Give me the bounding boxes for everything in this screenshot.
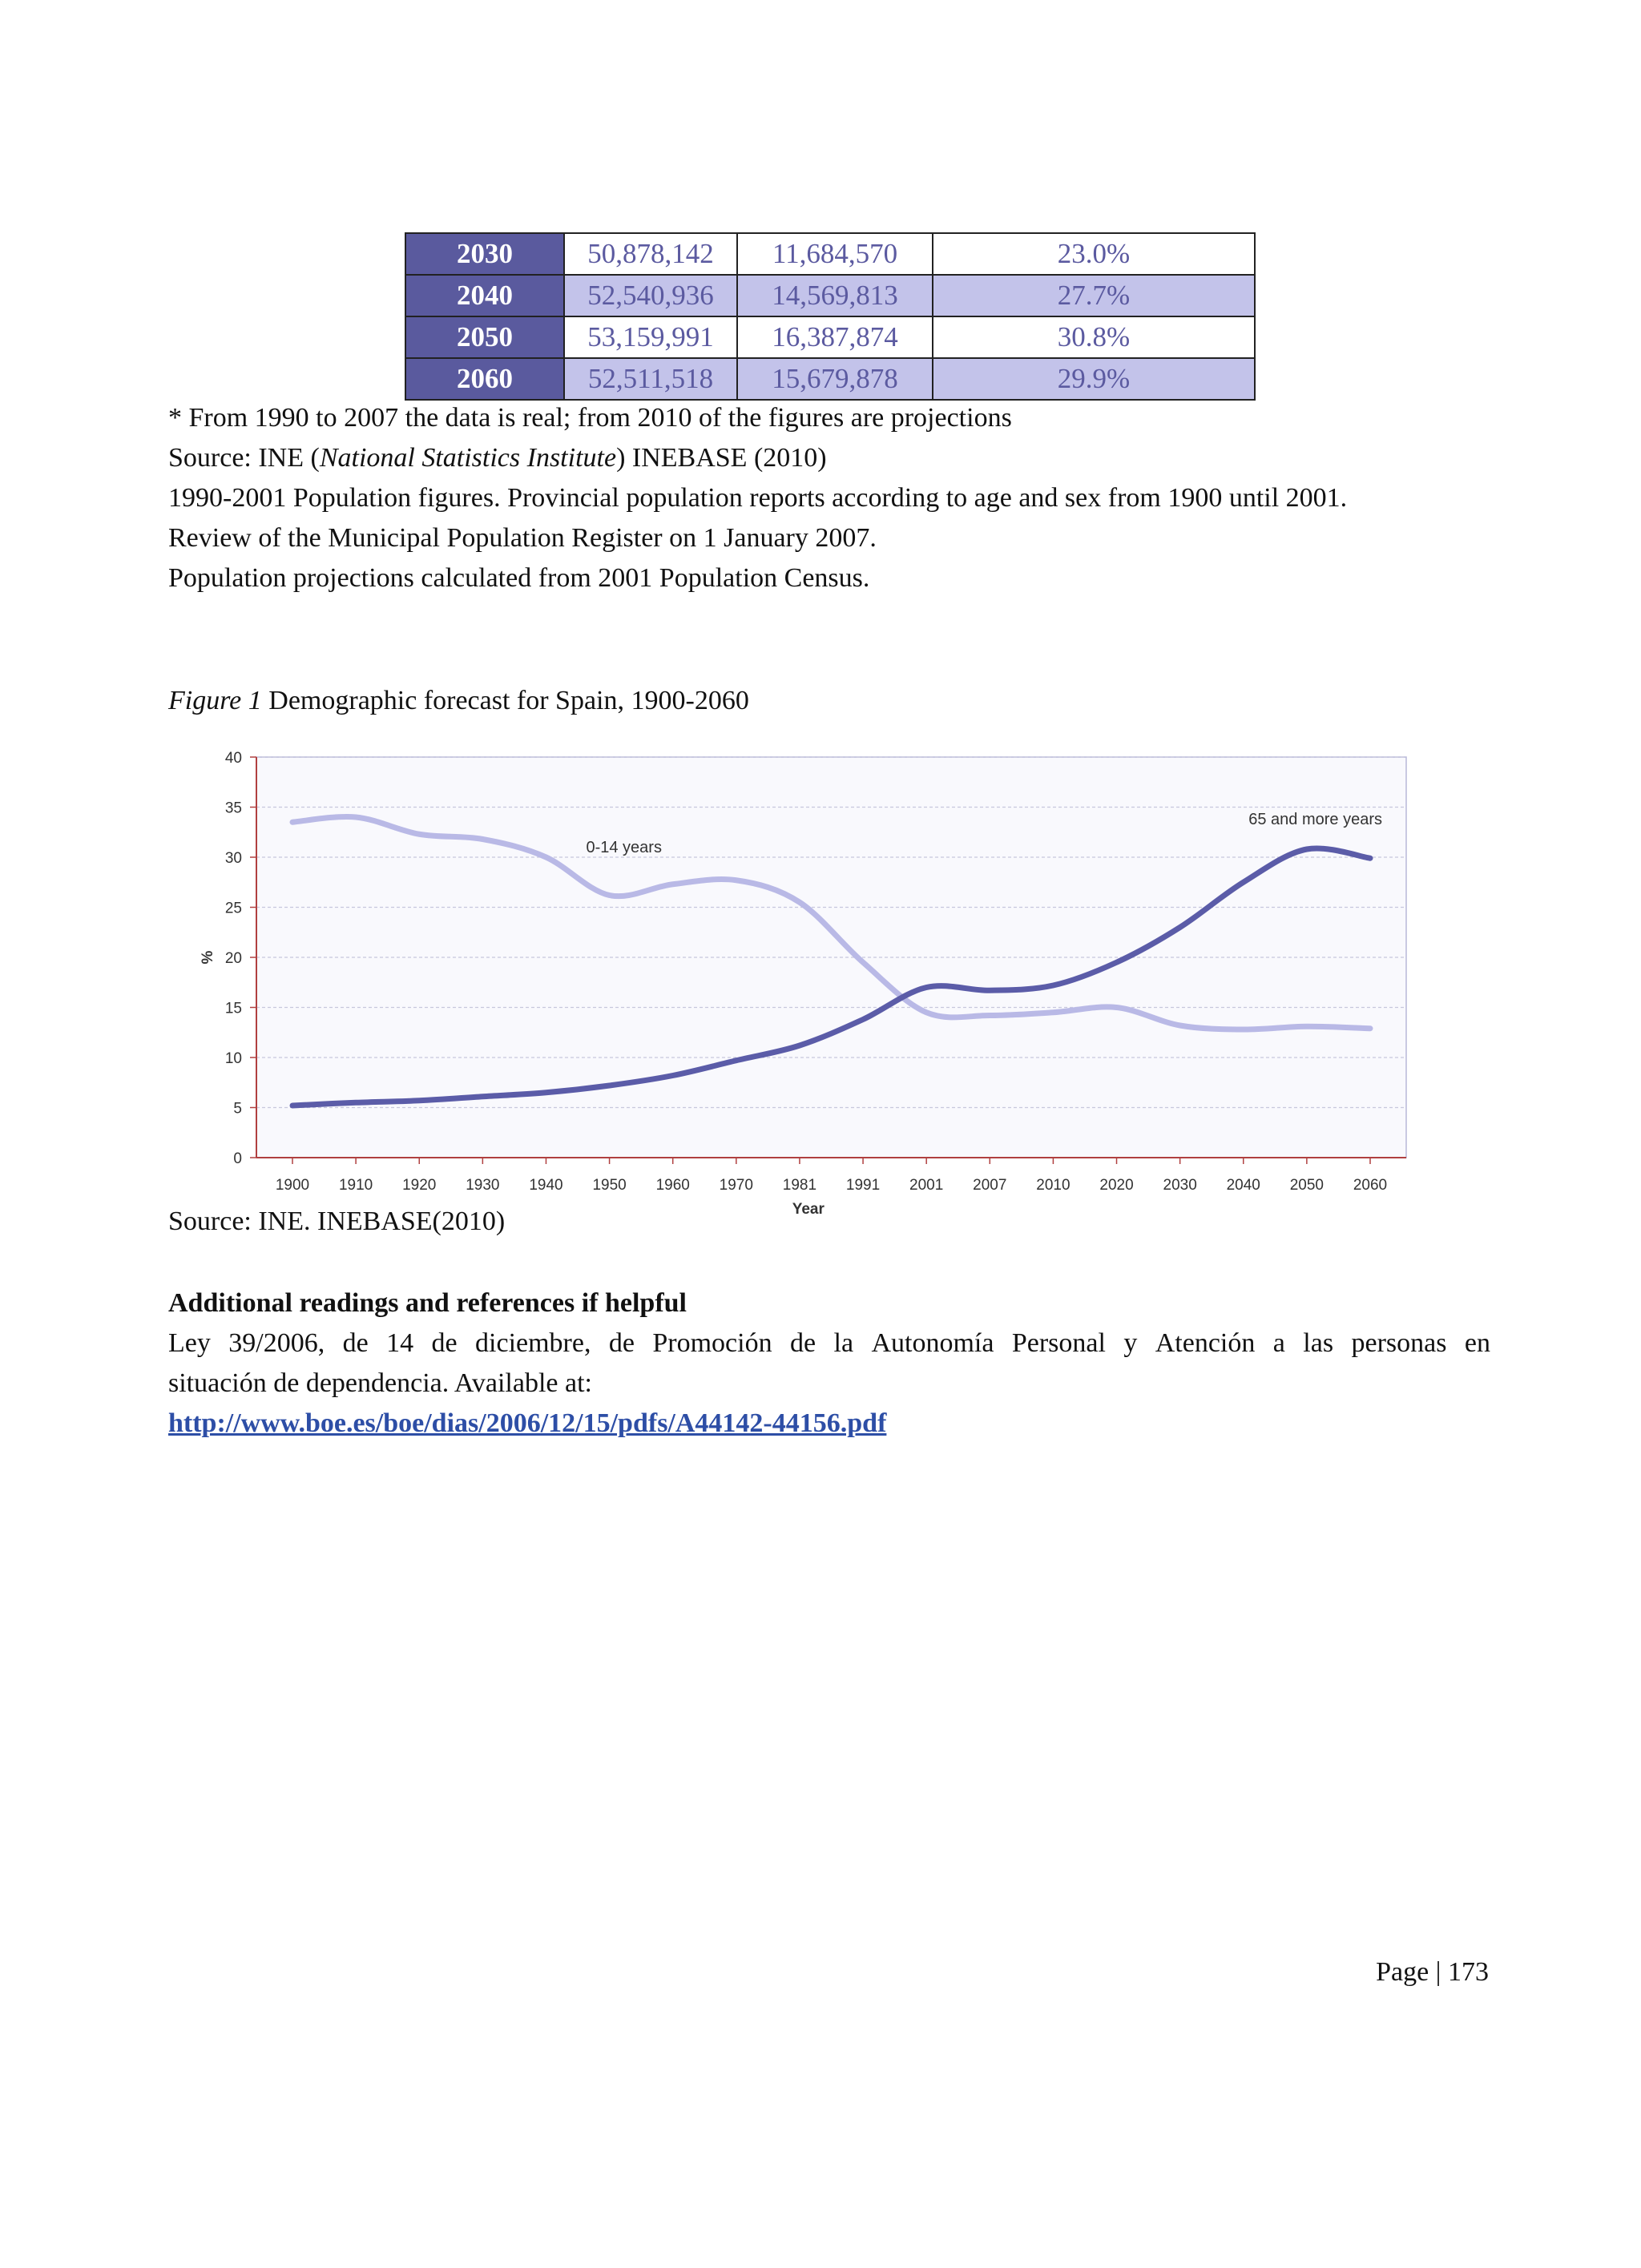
reference-word: 14 [386, 1328, 414, 1358]
reference-word: de [608, 1328, 635, 1358]
reference-word: 39/2006, [228, 1328, 325, 1358]
table-row [405, 316, 1255, 358]
table-row [405, 358, 1255, 400]
source-note [168, 442, 827, 474]
y-axis-title: % [200, 950, 216, 965]
reference-word: de [342, 1328, 369, 1358]
y-tick-label: 20 [224, 950, 242, 967]
x-tick-label: 1910 [338, 1177, 373, 1194]
year-cell: 2060 [405, 358, 564, 400]
reference-word: las [1303, 1328, 1334, 1358]
readings-heading: Additional readings and references if helpful [168, 1288, 687, 1318]
reference-word: en [1464, 1328, 1490, 1358]
percentage-cell: 29.9% [933, 358, 1255, 400]
reference-word: Personal [1011, 1328, 1106, 1358]
population-figures-note: 1990-2001 Population figures. Provincial population reports according to age and sex from 1900 until 2001. [168, 483, 1348, 513]
x-tick-label: 2020 [1099, 1177, 1134, 1194]
reference-word: Autonomía [871, 1328, 994, 1358]
y-tick-label: 25 [224, 900, 242, 917]
reference-word: personas [1351, 1328, 1447, 1358]
population-table [405, 232, 1256, 401]
x-tick-label: 1930 [466, 1177, 500, 1194]
percentage-cell: 23.0% [933, 233, 1255, 275]
table-row [405, 275, 1255, 316]
series-label-65-and-more-years: 65 and more years [1248, 810, 1382, 828]
x-tick-label: 1970 [719, 1177, 753, 1194]
y-tick-label: 10 [224, 1050, 242, 1067]
reference-word: a [1272, 1328, 1285, 1358]
source-institute: National Statistics Institute [319, 443, 617, 473]
percentage-cell: 27.7% [933, 275, 1255, 316]
total-population-cell: 52,511,518 [564, 358, 737, 400]
register-note: Review of the Municipal Population Register on 1 January 2007. [168, 523, 877, 553]
x-tick-label: 1940 [529, 1177, 563, 1194]
x-tick-label: 2050 [1289, 1177, 1324, 1194]
chart-svg [188, 745, 1422, 1242]
page-number: Page | 173 [1376, 1957, 1489, 1987]
series-label-0-14-years: 0-14 years [586, 839, 662, 856]
y-tick-label: 40 [224, 750, 242, 767]
over65-population-cell: 11,684,570 [737, 233, 933, 275]
projection-note: * From 1990 to 2007 the data is real; from 2010 of the figures are projections [168, 403, 1012, 433]
total-population-cell: 52,540,936 [564, 275, 737, 316]
y-tick-label: 30 [224, 850, 242, 867]
figure-source: Source: INE. INEBASE(2010) [168, 1207, 506, 1236]
total-population-cell: 50,878,142 [564, 233, 737, 275]
reference-word: y [1123, 1328, 1138, 1358]
reference-word: diciembre, [475, 1328, 591, 1358]
reference-word: de [790, 1328, 816, 1358]
x-tick-label: 2060 [1353, 1177, 1388, 1194]
x-tick-label: 2030 [1163, 1177, 1197, 1194]
reference-link[interactable]: http://www.boe.es/boe/dias/2006/12/15/pdfs/A44142-44156.pdf [168, 1408, 887, 1438]
reference-line-1 [168, 1327, 1490, 1360]
x-tick-label: 2001 [909, 1177, 944, 1194]
x-tick-label: 1900 [275, 1177, 310, 1194]
reference-word: de [431, 1328, 458, 1358]
demographic-chart [188, 745, 1422, 1242]
projections-note: Population projections calculated from 2001 Population Census. [168, 563, 870, 593]
reference-word: Ley [168, 1328, 211, 1358]
y-tick-label: 15 [224, 1000, 242, 1017]
over65-population-cell: 14,569,813 [737, 275, 933, 316]
year-cell: 2050 [405, 316, 564, 358]
y-tick-label: 0 [233, 1150, 242, 1167]
reference-word: Promoción [652, 1328, 772, 1358]
reference-word: Atención [1155, 1328, 1256, 1358]
figure-caption [168, 685, 749, 717]
x-tick-label: 1991 [845, 1177, 881, 1194]
y-tick-label: 5 [233, 1100, 242, 1118]
x-tick-label: 1981 [782, 1177, 817, 1194]
x-tick-label: 2007 [973, 1177, 1007, 1194]
over65-population-cell: 15,679,878 [737, 358, 933, 400]
x-axis-title: Year [792, 1201, 825, 1218]
year-cell: 2040 [405, 275, 564, 316]
source-suffix: ) INEBASE (2010) [616, 443, 827, 473]
table-row [405, 233, 1255, 275]
figure-number: Figure 1 [168, 686, 262, 715]
x-tick-label: 2010 [1036, 1177, 1070, 1194]
reference-link-wrap [168, 1408, 886, 1440]
x-tick-label: 1960 [655, 1177, 690, 1194]
total-population-cell: 53,159,991 [564, 316, 737, 358]
y-tick-label: 35 [224, 800, 242, 817]
year-cell: 2030 [405, 233, 564, 275]
over65-population-cell: 16,387,874 [737, 316, 933, 358]
x-tick-label: 2040 [1226, 1177, 1260, 1194]
x-tick-label: 1950 [592, 1177, 627, 1194]
percentage-cell: 30.8% [933, 316, 1255, 358]
reference-word: la [833, 1328, 854, 1358]
figure-title: Demographic forecast for Spain, 1900-2060 [261, 686, 749, 715]
source-prefix: Source: INE ( [168, 443, 320, 473]
x-tick-label: 1920 [402, 1177, 437, 1194]
reference-line-2: situación de dependencia. Available at: [168, 1368, 592, 1398]
